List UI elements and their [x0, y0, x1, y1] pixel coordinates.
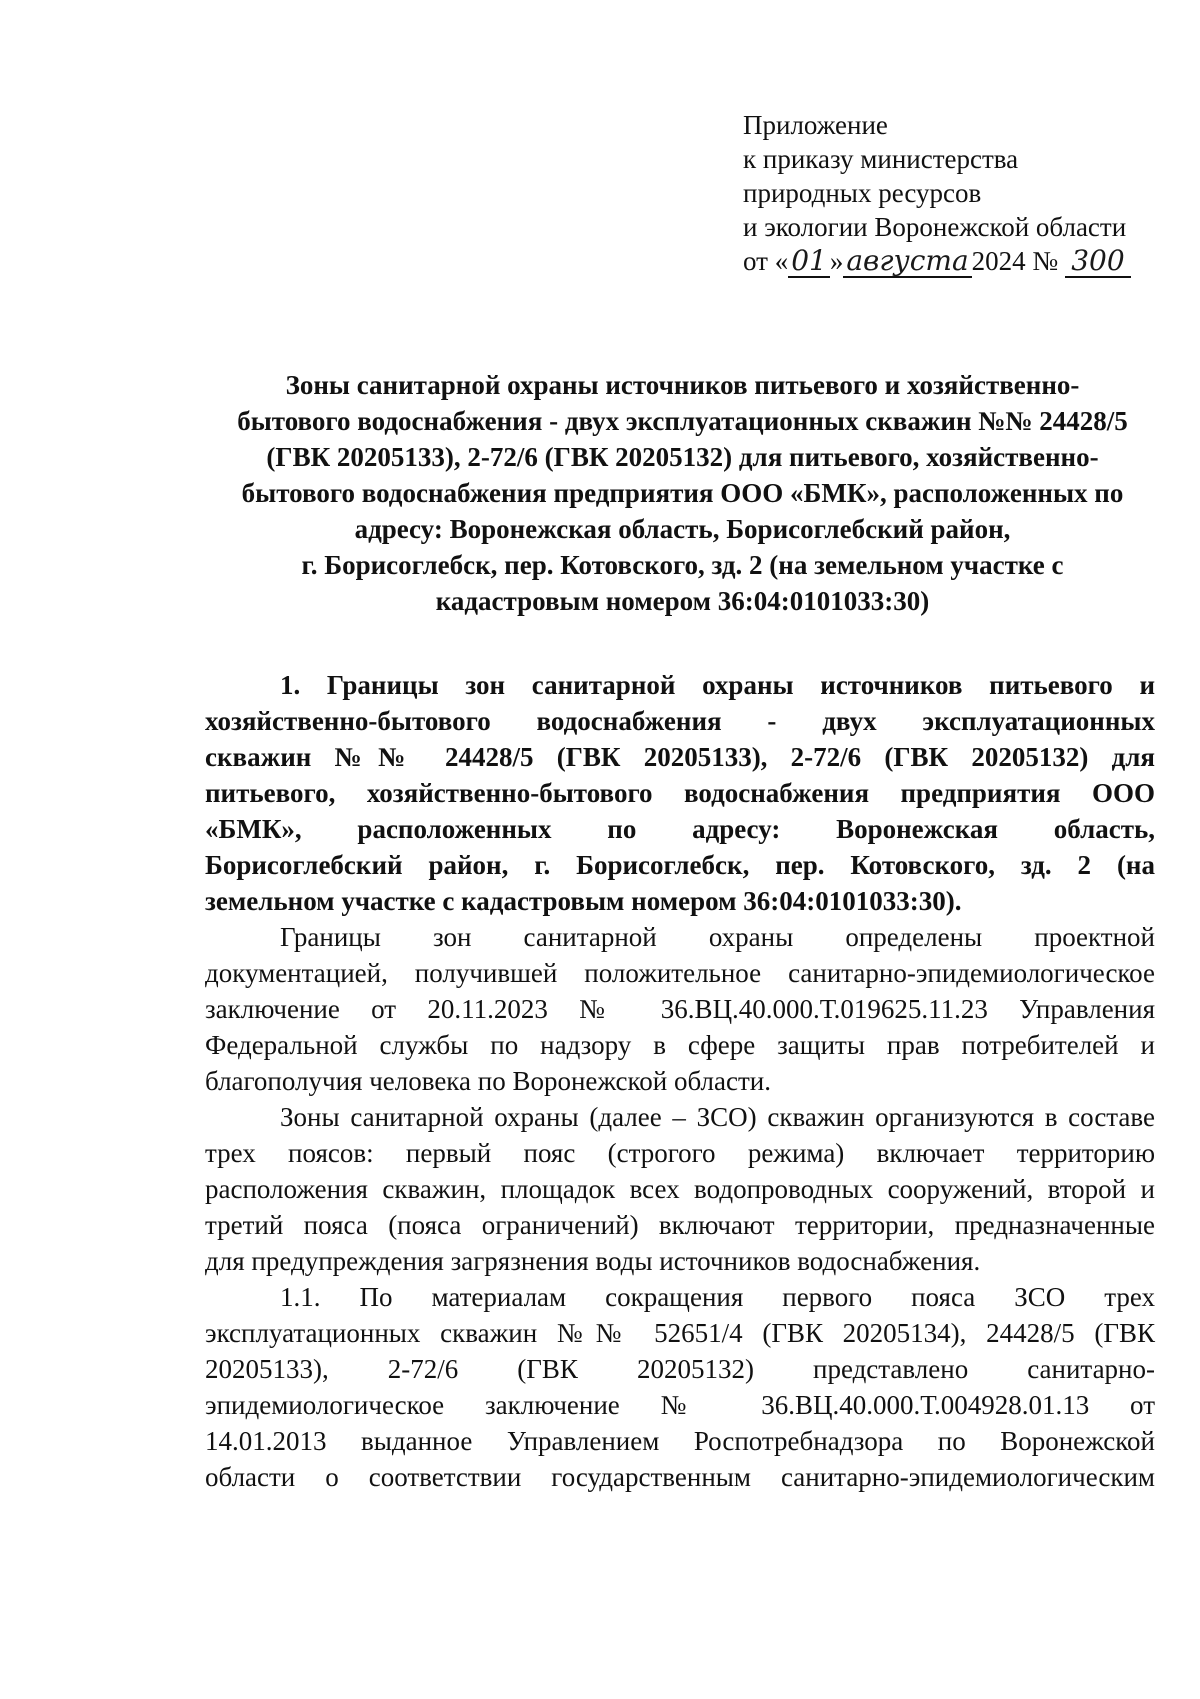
- heading-line: «БМК», расположенных по адресу: Воронежская область,: [205, 814, 1155, 844]
- paragraph-1-1: [205, 1279, 1155, 1495]
- paragraph-borders: [205, 919, 1155, 1099]
- heading-line: скважин №№ 24428/5 (ГВК 20205133), 2-72/6 (ГВК 20205132) для: [205, 742, 1155, 772]
- paragraph-line: области о соответствии государственным санитарно-эпидемиологическим: [205, 1462, 1155, 1492]
- title-line: Зоны санитарной охраны источников питьевого и хозяйственно-: [285, 370, 1080, 400]
- paragraph-line: Зоны санитарной охраны (далее – ЗСО) скважин организуются в составе: [280, 1102, 1155, 1132]
- paragraph-zones: [205, 1099, 1155, 1279]
- title-line: г. Борисоглебск, пер. Котовского, зд. 2 (на земельном участке с: [301, 550, 1064, 580]
- heading-line: питьевого, хозяйственно-бытового водоснабжения предприятия ООО: [205, 778, 1155, 808]
- paragraph-line: Границы зон санитарной охраны определены проектной: [280, 922, 1155, 952]
- heading-line: Борисоглебский район, г. Борисоглебск, пер. Котовского, зд. 2 (на: [205, 850, 1155, 880]
- paragraph-line: 20205133), 2-72/6 (ГВК 20205132) представлено санитарно-: [205, 1354, 1155, 1384]
- document-title: [205, 367, 1160, 619]
- appendix-line: и экологии Воронежской области: [743, 212, 1127, 242]
- document-body: [205, 667, 1155, 1495]
- title-line: бытового водоснабжения предприятия ООО «БМК», расположенных по: [241, 478, 1124, 508]
- handwritten-day: 01: [788, 246, 830, 278]
- paragraph-line: эпидемиологическое заключение № 36.ВЦ.40.000.Т.004928.01.13 от: [205, 1390, 1155, 1420]
- paragraph-line: заключение от 20.11.2023 № 36.ВЦ.40.000.Т.019625.11.23 Управления: [205, 994, 1155, 1024]
- appendix-line: к приказу министерства: [743, 144, 1019, 174]
- appendix-line: природных ресурсов: [743, 178, 982, 208]
- title-line: адресу: Воронежская область, Борисоглебский район,: [354, 514, 1011, 544]
- date-year: 2024 №: [971, 246, 1059, 276]
- heading-line: хозяйственно-бытового водоснабжения - двух эксплуатационных: [205, 706, 1155, 736]
- paragraph-line: для предупреждения загрязнения воды источников водоснабжения.: [205, 1246, 981, 1276]
- title-line: (ГВК 20205133), 2-72/6 (ГВК 20205132) для питьевого, хозяйственно-: [266, 442, 1099, 472]
- title-line: бытового водоснабжения - двух эксплуатационных скважин №№ 24428/5: [237, 406, 1128, 436]
- title-line: кадастровым номером 36:04:0101033:30): [435, 586, 930, 616]
- handwritten-order-number: 300: [1065, 246, 1131, 278]
- paragraph-line: документацией, получившей положительное санитарно-эпидемиологическое: [205, 958, 1155, 988]
- paragraph-line: 1.1. По материалам сокращения первого пояса ЗСО трех: [280, 1282, 1155, 1312]
- date-mid: »: [829, 246, 844, 276]
- paragraph-line: Федеральной службы по надзору в сфере защиты прав потребителей и: [205, 1030, 1155, 1060]
- paragraph-line: благополучия человека по Воронежской области.: [205, 1066, 771, 1096]
- paragraph-line: трех поясов: первый пояс (строгого режима) включает территорию: [205, 1138, 1155, 1168]
- heading-line: земельном участке с кадастровым номером 36:04:0101033:30).: [205, 886, 962, 916]
- date-prefix: от «: [743, 246, 789, 276]
- handwritten-month: августа: [843, 246, 971, 278]
- heading-line: 1. Границы зон санитарной охраны источников питьевого и: [280, 670, 1155, 700]
- paragraph-line: 14.01.2013 выданное Управлением Роспотребнадзора по Воронежской: [205, 1426, 1155, 1456]
- paragraph-line: эксплуатационных скважин №№ 52651/4 (ГВК 20205134), 24428/5 (ГВК: [205, 1318, 1155, 1348]
- section-heading: [205, 667, 1155, 919]
- appendix-date-line: [743, 244, 1163, 278]
- appendix-block: [743, 108, 1163, 278]
- paragraph-line: расположения скважин, площадок всех водопроводных сооружений, второй и: [205, 1174, 1155, 1204]
- appendix-line: Приложение: [743, 110, 888, 140]
- paragraph-line: третий пояса (пояса ограничений) включают территории, предназначенные: [205, 1210, 1155, 1240]
